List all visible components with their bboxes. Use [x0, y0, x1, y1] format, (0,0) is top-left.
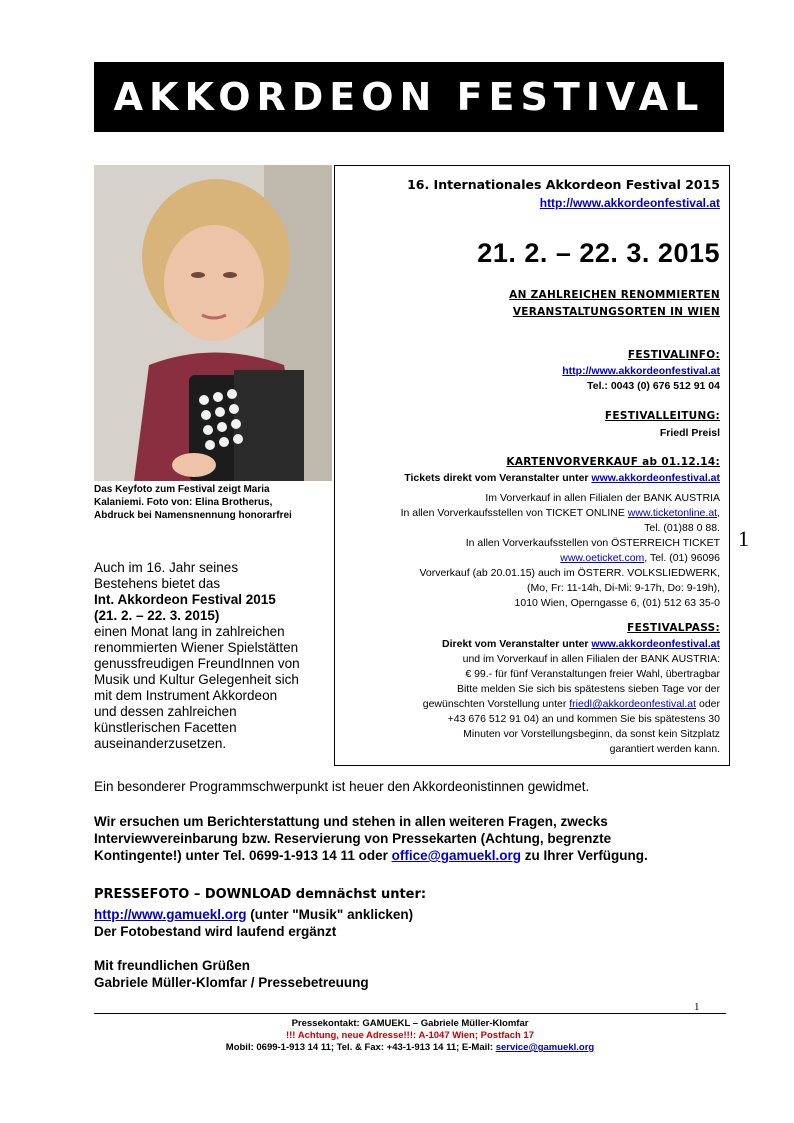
vorverkauf-direct-link[interactable]: www.akkordeonfestival.at	[591, 472, 720, 484]
friedl-email-link[interactable]: friedl@akkordeonfestival.at	[569, 698, 697, 710]
festival-dates: 21. 2. – 22. 3. 2015	[477, 238, 720, 268]
signature: Gabriele Müller-Klomfar / Pressebetreuung	[94, 975, 369, 990]
vorverkauf-direct-text: Tickets direkt vom Veranstalter unter	[404, 472, 592, 484]
greeting: Mit freundlichen Grüßen	[94, 958, 251, 973]
pass-line-5-end: oder	[696, 698, 720, 710]
press-line-1: Wir ersuchen um Berichterstattung und stehen in allen weiteren Fragen, zwecks	[94, 814, 608, 829]
vv-line-5-text: , Tel. (01) 96096	[644, 552, 720, 564]
intro-line: einen Monat lang in zahlreichen	[94, 624, 285, 639]
header-banner	[94, 62, 724, 132]
vv-line-6: Vorverkauf (ab 20.01.15) auch im ÖSTERR. VOLKSLIEDWERK,	[419, 567, 720, 579]
festivalleitung-name: Friedl Preisl	[659, 427, 720, 439]
ticketonline-link[interactable]: www.ticketonline.at	[627, 507, 718, 519]
festival-info-box	[334, 165, 730, 766]
pressefoto-heading: PRESSEFOTO – DOWNLOAD demnächst unter:	[94, 887, 427, 902]
intro-line: auseinanderzusetzen.	[94, 736, 227, 751]
festival-url-link[interactable]: http://www.akkordeonfestival.at	[539, 196, 720, 210]
festivalinfo-tel: Tel.: 0043 (0) 676 512 91 04	[587, 380, 720, 392]
festivalpass-heading: FESTIVALPASS:	[627, 622, 720, 634]
vv-line-7: (Mo, Fr: 11-14h, Di-Mi: 9-17h, Do: 9-19h),	[527, 582, 720, 594]
pass-line-5	[423, 698, 720, 710]
footer-contact: Pressekontakt: GAMUEKL – Gabriele Müller-Klomfar	[291, 1018, 529, 1029]
press-line-3-text: Kontingente!) unter Tel. 0699-1-913 14 11 oder	[94, 848, 392, 863]
caption-line: Kalaniemi. Foto von: Elina Brotherus,	[94, 497, 273, 508]
press-line-3	[94, 847, 734, 864]
service-email-link[interactable]: service@gamuekl.org	[495, 1042, 595, 1053]
festivalinfo-heading: FESTIVALINFO:	[627, 349, 720, 361]
pass-line-1-text: Direkt vom Veranstalter unter	[442, 638, 592, 650]
venues-line-1: AN ZAHLREICHEN RENOMMIERTEN	[509, 289, 720, 301]
pass-line-5-text: gewünschten Vorstellung unter	[422, 698, 570, 710]
keyfoto-image	[94, 165, 332, 481]
page-marker: 1	[738, 526, 749, 551]
festival-logo-title: AKKORDEON FESTIVAL	[113, 75, 705, 119]
vv-line-2-text: In allen Vorverkaufsstellen von TICKET ONLINE	[400, 507, 628, 519]
office-email-link[interactable]: office@gamuekl.org	[391, 848, 522, 863]
schwerpunkt-paragraph: Ein besonderer Programmschwerpunkt ist heuer den Akkordeonistinnen gewidmet.	[94, 779, 590, 794]
footer-page-number: 1	[694, 1001, 700, 1013]
vv-line-3: Tel. (01)88 0 88.	[644, 522, 720, 534]
festivalinfo-url-link[interactable]: http://www.akkordeonfestival.at	[562, 365, 720, 377]
intro-festival-dates: (21. 2. – 22. 3. 2015)	[94, 608, 220, 623]
caption-line: Das Keyfoto zum Festival zeigt Maria	[94, 484, 270, 495]
vorverkauf-direct-line	[404, 472, 720, 484]
venues-line-2: VERANSTALTUNGSORTEN IN WIEN	[512, 306, 720, 318]
pass-line-1	[442, 638, 720, 650]
pass-line-2: und im Vorverkauf in allen Filialen der BANK AUSTRIA:	[462, 653, 720, 665]
festivalleitung-heading: FESTIVALLEITUNG:	[604, 410, 720, 422]
intro-line: Bestehens bietet das	[94, 576, 221, 591]
intro-text	[94, 560, 330, 752]
vv-line-8: 1010 Wien, Operngasse 6, (01) 512 63 35-0	[514, 597, 720, 609]
intro-line: renommierten Wiener Spielstätten	[94, 640, 299, 655]
pass-line-4: Bitte melden Sie sich bis spätestens sieben Tage vor der	[456, 683, 720, 695]
vv-line-5	[560, 552, 720, 564]
gamuekl-url-link[interactable]: http://www.gamuekl.org	[94, 907, 247, 922]
vv-line-2	[401, 507, 720, 519]
footer-phones	[94, 1042, 726, 1053]
caption-line: Abdruck bei Namensnennung honorarfrei	[94, 510, 292, 521]
pressefoto-line	[94, 906, 734, 923]
pressefoto-note: Der Fotobestand wird laufend ergänzt	[94, 924, 337, 939]
footer-address-notice: !!! Achtung, neue Adresse!!!: A-1047 Wien; Postfach 17	[285, 1030, 534, 1041]
pass-line-6: +43 676 512 91 04) an und kommen Sie bis spätestens 30	[447, 713, 720, 725]
press-line-3-end: zu Ihrer Verfügung.	[521, 848, 648, 863]
pass-line-8: garantiert werden kann.	[609, 743, 720, 755]
vv-line-2-end: ,	[717, 507, 720, 519]
intro-festival-name: Int. Akkordeon Festival 2015	[94, 592, 276, 607]
footer-phones-text: Mobil: 0699-1-913 14 11; Tel. & Fax: +43-1-913 14 11; E-Mail:	[225, 1042, 496, 1053]
intro-line: Auch im 16. Jahr seines	[94, 560, 239, 575]
oeticket-link[interactable]: www.oeticket.com	[560, 552, 645, 564]
intro-line: genussfreudigen FreundInnen von	[94, 656, 300, 671]
pass-direct-link[interactable]: www.akkordeonfestival.at	[591, 638, 720, 650]
footer-divider	[94, 1013, 726, 1014]
intro-line: und dessen zahlreichen	[94, 704, 237, 719]
accordion-player-illustration	[94, 165, 332, 481]
vv-line-1: Im Vorverkauf in allen Filialen der BANK AUSTRIA	[485, 492, 720, 504]
photo-caption	[94, 483, 334, 522]
pass-line-3: € 99.- für fünf Veranstaltungen freier Wahl, übertragbar	[465, 668, 720, 680]
pressefoto-url-note: (unter "Musik" anklicken)	[246, 907, 414, 922]
intro-line: Musik und Kultur Gelegenheit sich	[94, 672, 299, 687]
intro-line: mit dem Instrument Akkordeon	[94, 688, 278, 703]
kartenvorverkauf-heading: KARTENVORVERKAUF ab 01.12.14:	[506, 456, 720, 468]
intro-line: künstlerischen Facetten	[94, 720, 237, 735]
festival-title: 16. Internationales Akkordeon Festival 2015	[407, 177, 720, 192]
vv-line-4: In allen Vorverkaufsstellen von ÖSTERREICH TICKET	[465, 537, 720, 549]
pass-line-7: Minuten vor Vorstellungsbeginn, da sonst kein Sitzplatz	[463, 728, 720, 740]
press-line-2: Interviewvereinbarung bzw. Reservierung von Pressekarten (Achtung, begrenzte	[94, 831, 612, 846]
